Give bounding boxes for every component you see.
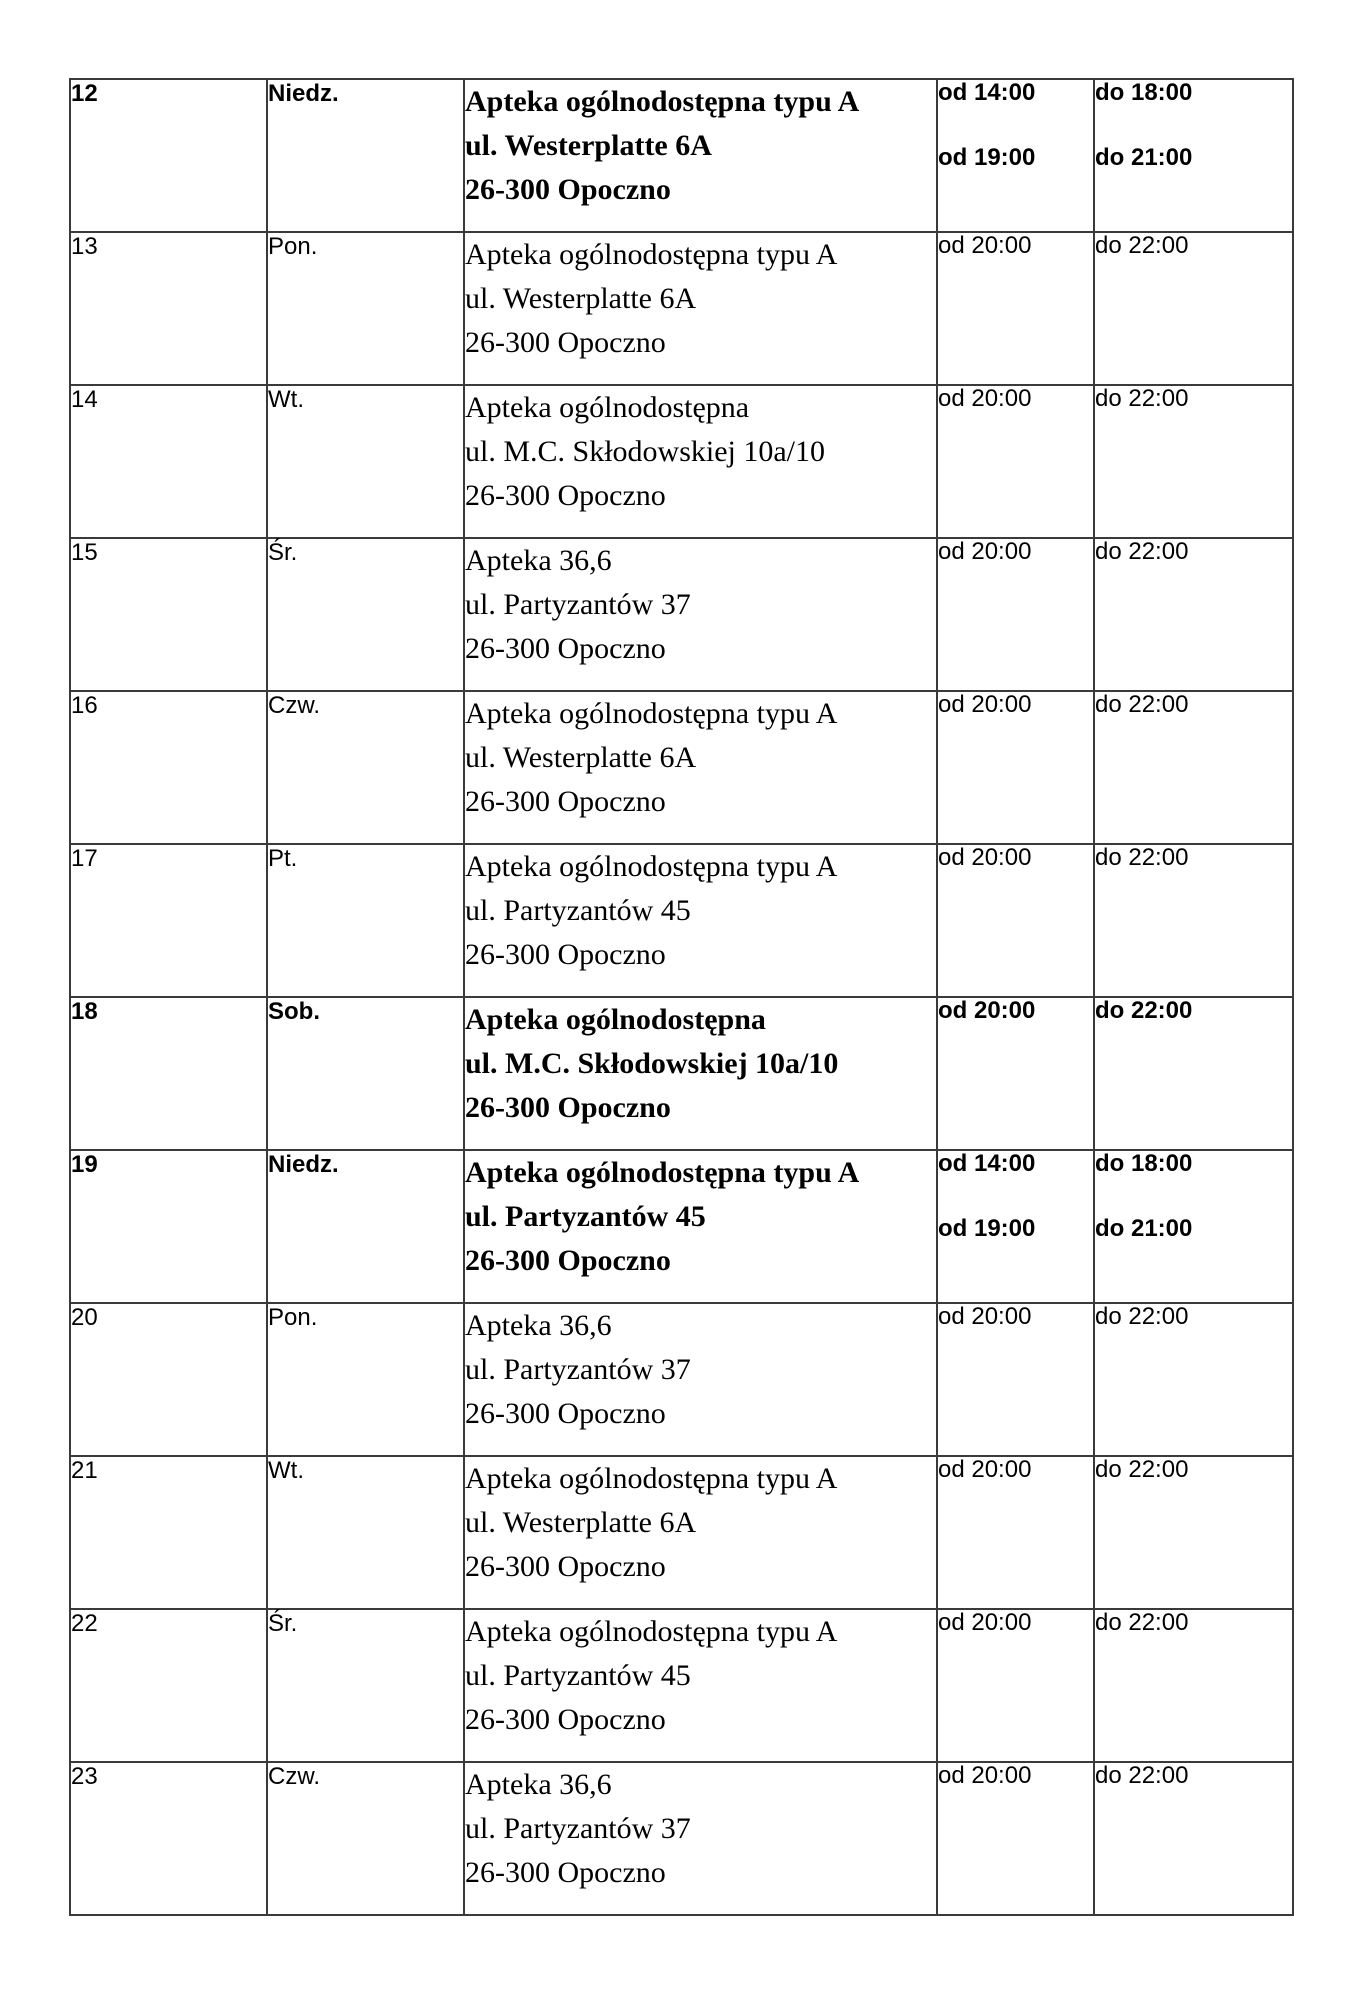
street-address: ul. Westerplatte 6A xyxy=(465,741,697,774)
open-to-time: do 22:00 xyxy=(1095,1456,1189,1483)
postal-city: 26-300 Opoczno xyxy=(465,1856,666,1889)
weekday-cell xyxy=(267,1609,464,1762)
open-to-time: do 21:00 xyxy=(1095,1215,1193,1242)
pharmacy-name: Apteka ogólnodostępna typu A xyxy=(465,1462,838,1495)
schedule-row xyxy=(70,1456,1293,1609)
weekday-cell xyxy=(267,1762,464,1915)
weekday-cell xyxy=(267,232,464,385)
pharmacy-address-cell xyxy=(464,1456,937,1609)
open-from-time: od 20:00 xyxy=(938,385,1032,412)
pharmacy-name: Apteka ogólnodostępna xyxy=(465,1003,766,1036)
open-to-time: do 22:00 xyxy=(1095,1303,1189,1330)
pharmacy-address-cell xyxy=(464,1303,937,1456)
day-number-cell xyxy=(70,385,267,538)
pharmacy-address-cell xyxy=(464,997,937,1150)
day-number: 20 xyxy=(71,1304,98,1331)
day-number: 13 xyxy=(71,233,98,260)
day-number-cell xyxy=(70,1456,267,1609)
open-from-cell xyxy=(937,691,1094,844)
weekday: Niedz. xyxy=(268,80,339,107)
day-number-cell xyxy=(70,1609,267,1762)
day-number-cell xyxy=(70,1762,267,1915)
day-number: 16 xyxy=(71,692,98,719)
open-to-time: do 22:00 xyxy=(1095,844,1189,871)
street-address: ul. Westerplatte 6A xyxy=(465,1506,697,1539)
postal-city: 26-300 Opoczno xyxy=(465,1550,666,1583)
postal-city: 26-300 Opoczno xyxy=(465,1703,666,1736)
pharmacy-name: Apteka ogólnodostępna typu A xyxy=(465,697,838,730)
schedule-row xyxy=(70,997,1293,1150)
street-address: ul. Partyzantów 45 xyxy=(465,894,691,927)
open-to-time: do 22:00 xyxy=(1095,385,1189,412)
weekday: Czw. xyxy=(268,692,321,719)
pharmacy-address-cell xyxy=(464,79,937,232)
weekday: Niedz. xyxy=(268,1151,339,1178)
open-to-time: do 22:00 xyxy=(1095,1762,1189,1789)
pharmacy-name: Apteka ogólnodostępna typu A xyxy=(465,85,860,118)
schedule-row xyxy=(70,79,1293,232)
day-number-cell xyxy=(70,691,267,844)
pharmacy-name: Apteka ogólnodostępna typu A xyxy=(465,1156,860,1189)
open-from-time: od 20:00 xyxy=(938,232,1032,259)
open-from-cell xyxy=(937,1762,1094,1915)
street-address: ul. Partyzantów 45 xyxy=(465,1200,706,1233)
postal-city: 26-300 Opoczno xyxy=(465,938,666,971)
open-from-time: od 20:00 xyxy=(938,844,1032,871)
weekday: Śr. xyxy=(268,539,298,566)
schedule-row xyxy=(70,844,1293,997)
open-from-time: od 20:00 xyxy=(938,997,1036,1024)
weekday-cell xyxy=(267,1303,464,1456)
pharmacy-name: Apteka 36,6 xyxy=(465,1309,612,1342)
weekday: Pon. xyxy=(268,233,318,260)
schedule-row xyxy=(70,1303,1293,1456)
postal-city: 26-300 Opoczno xyxy=(465,785,666,818)
pharmacy-address-cell xyxy=(464,538,937,691)
weekday: Pt. xyxy=(268,845,298,872)
open-from-time: od 20:00 xyxy=(938,538,1032,565)
pharmacy-address-cell xyxy=(464,844,937,997)
open-to-time: do 22:00 xyxy=(1095,538,1189,565)
open-to-cell xyxy=(1094,1609,1293,1762)
street-address: ul. Partyzantów 45 xyxy=(465,1659,691,1692)
open-to-time: do 21:00 xyxy=(1095,144,1193,171)
open-to-time: do 22:00 xyxy=(1095,691,1189,718)
pharmacy-name: Apteka ogólnodostępna xyxy=(465,391,750,424)
open-to-cell xyxy=(1094,538,1293,691)
weekday-cell xyxy=(267,997,464,1150)
schedule-row xyxy=(70,1762,1293,1915)
pharmacy-name: Apteka 36,6 xyxy=(465,1768,612,1801)
street-address: ul. Partyzantów 37 xyxy=(465,1812,691,1845)
postal-city: 26-300 Opoczno xyxy=(465,632,666,665)
day-number-cell xyxy=(70,997,267,1150)
schedule-row xyxy=(70,385,1293,538)
weekday-cell xyxy=(267,538,464,691)
open-to-time: do 22:00 xyxy=(1095,1609,1189,1636)
day-number: 17 xyxy=(71,845,98,872)
open-from-time: od 19:00 xyxy=(938,1215,1036,1242)
open-to-time: do 18:00 xyxy=(1095,1150,1193,1177)
open-to-cell xyxy=(1094,1150,1293,1303)
schedule-row xyxy=(70,691,1293,844)
weekday-cell xyxy=(267,691,464,844)
pharmacy-address-cell xyxy=(464,1609,937,1762)
day-number: 15 xyxy=(71,539,98,566)
open-from-time: od 20:00 xyxy=(938,691,1032,718)
open-from-time: od 20:00 xyxy=(938,1609,1032,1636)
open-from-time: od 14:00 xyxy=(938,1150,1036,1177)
day-number: 21 xyxy=(71,1457,98,1484)
schedule-row xyxy=(70,1150,1293,1303)
schedule-row xyxy=(70,1609,1293,1762)
open-from-cell xyxy=(937,232,1094,385)
weekday: Wt. xyxy=(268,1457,304,1484)
open-from-cell xyxy=(937,844,1094,997)
open-from-time: od 20:00 xyxy=(938,1456,1032,1483)
weekday-cell xyxy=(267,1456,464,1609)
pharmacy-address-cell xyxy=(464,1762,937,1915)
day-number-cell xyxy=(70,844,267,997)
open-to-cell xyxy=(1094,1762,1293,1915)
pharmacy-address-cell xyxy=(464,232,937,385)
postal-city: 26-300 Opoczno xyxy=(465,326,666,359)
weekday-cell xyxy=(267,385,464,538)
postal-city: 26-300 Opoczno xyxy=(465,1091,671,1124)
pharmacy-name: Apteka 36,6 xyxy=(465,544,612,577)
weekday: Śr. xyxy=(268,1610,298,1637)
open-from-cell xyxy=(937,538,1094,691)
open-from-cell xyxy=(937,385,1094,538)
day-number-cell xyxy=(70,79,267,232)
pharmacy-duty-schedule-table xyxy=(69,78,1294,1916)
open-from-cell xyxy=(937,1456,1094,1609)
open-from-cell xyxy=(937,1303,1094,1456)
street-address: ul. M.C. Skłodowskiej 10a/10 xyxy=(465,435,826,468)
open-to-cell xyxy=(1094,385,1293,538)
pharmacy-name: Apteka ogólnodostępna typu A xyxy=(465,850,838,883)
day-number-cell xyxy=(70,1150,267,1303)
schedule-row xyxy=(70,232,1293,385)
open-from-cell xyxy=(937,79,1094,232)
weekday: Pon. xyxy=(268,1304,318,1331)
street-address: ul. Westerplatte 6A xyxy=(465,282,697,315)
open-to-time: do 22:00 xyxy=(1095,997,1193,1024)
day-number: 18 xyxy=(71,998,98,1025)
open-to-cell xyxy=(1094,997,1293,1150)
pharmacy-address-cell xyxy=(464,1150,937,1303)
open-from-cell xyxy=(937,1150,1094,1303)
pharmacy-address-cell xyxy=(464,691,937,844)
open-to-cell xyxy=(1094,79,1293,232)
day-number: 22 xyxy=(71,1610,98,1637)
open-to-cell xyxy=(1094,1456,1293,1609)
day-number-cell xyxy=(70,1303,267,1456)
open-from-cell xyxy=(937,1609,1094,1762)
weekday: Sob. xyxy=(268,998,320,1025)
weekday-cell xyxy=(267,844,464,997)
postal-city: 26-300 Opoczno xyxy=(465,479,666,512)
open-to-cell xyxy=(1094,1303,1293,1456)
open-from-time: od 14:00 xyxy=(938,79,1036,106)
schedule-row xyxy=(70,538,1293,691)
open-to-cell xyxy=(1094,844,1293,997)
postal-city: 26-300 Opoczno xyxy=(465,173,671,206)
postal-city: 26-300 Opoczno xyxy=(465,1397,666,1430)
open-to-time: do 18:00 xyxy=(1095,79,1193,106)
weekday-cell xyxy=(267,79,464,232)
day-number: 19 xyxy=(71,1151,98,1178)
open-to-cell xyxy=(1094,232,1293,385)
street-address: ul. M.C. Skłodowskiej 10a/10 xyxy=(465,1047,839,1080)
open-from-cell xyxy=(937,997,1094,1150)
open-to-cell xyxy=(1094,691,1293,844)
day-number: 12 xyxy=(71,80,98,107)
day-number: 14 xyxy=(71,386,98,413)
open-from-time: od 19:00 xyxy=(938,144,1036,171)
day-number-cell xyxy=(70,232,267,385)
street-address: ul. Westerplatte 6A xyxy=(465,129,712,162)
open-from-time: od 20:00 xyxy=(938,1762,1032,1789)
pharmacy-name: Apteka ogólnodostępna typu A xyxy=(465,1615,838,1648)
weekday: Wt. xyxy=(268,386,304,413)
street-address: ul. Partyzantów 37 xyxy=(465,1353,691,1386)
schedule-rows xyxy=(70,79,1293,1915)
open-to-time: do 22:00 xyxy=(1095,232,1189,259)
pharmacy-name: Apteka ogólnodostępna typu A xyxy=(465,238,838,271)
pharmacy-address-cell xyxy=(464,385,937,538)
day-number: 23 xyxy=(71,1763,98,1790)
street-address: ul. Partyzantów 37 xyxy=(465,588,691,621)
weekday-cell xyxy=(267,1150,464,1303)
day-number-cell xyxy=(70,538,267,691)
weekday: Czw. xyxy=(268,1763,321,1790)
open-from-time: od 20:00 xyxy=(938,1303,1032,1330)
postal-city: 26-300 Opoczno xyxy=(465,1244,671,1277)
